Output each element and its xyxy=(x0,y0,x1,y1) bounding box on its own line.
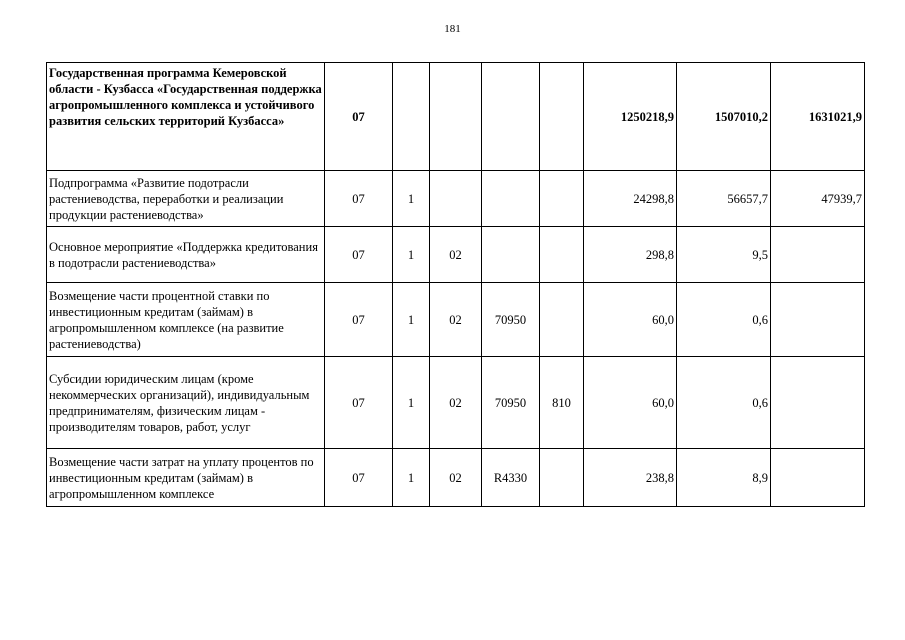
table-row xyxy=(47,171,865,227)
value-year-1: 60,0 xyxy=(584,283,677,357)
value-year-2: 9,5 xyxy=(677,227,771,283)
code-subprogram: 1 xyxy=(393,283,430,357)
code-section: 07 xyxy=(325,449,393,507)
code-direction xyxy=(482,63,540,171)
row-name: Государственная программа Кемеровской области - Кузбасса «Государственная поддержка агропромышленного комплекса и устойчивого развития сельских территорий Кузбасса» xyxy=(47,63,325,171)
code-expense-type xyxy=(540,171,584,227)
value-year-1: 238,8 xyxy=(584,449,677,507)
row-name: Субсидии юридическим лицам (кроме некоммерческих организаций), индивидуальным предпринимателям, физическим лицам - производителям товаров, работ, услуг xyxy=(47,357,325,449)
value-year-1: 298,8 xyxy=(584,227,677,283)
budget-table xyxy=(46,62,865,507)
value-year-2: 1507010,2 xyxy=(677,63,771,171)
value-year-1: 24298,8 xyxy=(584,171,677,227)
value-year-3: 47939,7 xyxy=(771,171,865,227)
value-year-1: 1250218,9 xyxy=(584,63,677,171)
value-year-1: 60,0 xyxy=(584,357,677,449)
code-direction: R4330 xyxy=(482,449,540,507)
value-year-3 xyxy=(771,227,865,283)
code-subprogram: 1 xyxy=(393,357,430,449)
code-expense-type: 810 xyxy=(540,357,584,449)
code-section: 07 xyxy=(325,63,393,171)
table-row xyxy=(47,283,865,357)
row-name: Подпрограмма «Развитие подотрасли растениеводства, переработки и реализации продукции растениеводства» xyxy=(47,171,325,227)
code-section: 07 xyxy=(325,357,393,449)
code-measure: 02 xyxy=(430,449,482,507)
value-year-2: 0,6 xyxy=(677,283,771,357)
table-row xyxy=(47,449,865,507)
table-row xyxy=(47,227,865,283)
code-measure xyxy=(430,171,482,227)
code-direction xyxy=(482,171,540,227)
row-name: Основное мероприятие «Поддержка кредитования в подотрасли растениеводства» xyxy=(47,227,325,283)
code-measure: 02 xyxy=(430,283,482,357)
code-section: 07 xyxy=(325,227,393,283)
value-year-3 xyxy=(771,449,865,507)
code-direction: 70950 xyxy=(482,283,540,357)
code-expense-type xyxy=(540,227,584,283)
code-measure: 02 xyxy=(430,357,482,449)
table-row xyxy=(47,63,865,171)
code-measure: 02 xyxy=(430,227,482,283)
row-name: Возмещение части затрат на уплату процентов по инвестиционным кредитам (займам) в агропромышленном комплексе xyxy=(47,449,325,507)
code-expense-type xyxy=(540,283,584,357)
code-section: 07 xyxy=(325,171,393,227)
value-year-3 xyxy=(771,283,865,357)
code-direction xyxy=(482,227,540,283)
code-expense-type xyxy=(540,449,584,507)
code-subprogram xyxy=(393,63,430,171)
code-section: 07 xyxy=(325,283,393,357)
code-subprogram: 1 xyxy=(393,449,430,507)
code-expense-type xyxy=(540,63,584,171)
code-measure xyxy=(430,63,482,171)
page-number: 181 xyxy=(444,23,461,35)
value-year-2: 8,9 xyxy=(677,449,771,507)
table-row xyxy=(47,357,865,449)
value-year-3 xyxy=(771,357,865,449)
code-direction: 70950 xyxy=(482,357,540,449)
value-year-2: 0,6 xyxy=(677,357,771,449)
row-name: Возмещение части процентной ставки по инвестиционным кредитам (займам) в агропромышленном комплексе (на развитие растениеводства) xyxy=(47,283,325,357)
value-year-2: 56657,7 xyxy=(677,171,771,227)
code-subprogram: 1 xyxy=(393,227,430,283)
code-subprogram: 1 xyxy=(393,171,430,227)
value-year-3: 1631021,9 xyxy=(771,63,865,171)
